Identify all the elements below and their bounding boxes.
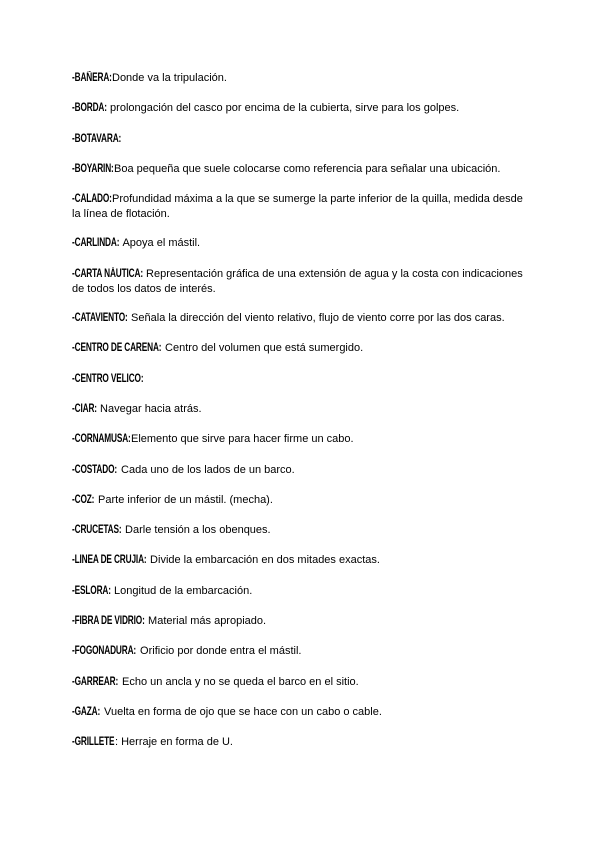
glossary-definition: Vuelta en forma de ojo que se hace con un cabo o cable. (101, 705, 382, 718)
glossary-definition: Representación gráfica de una extensión de agua y la costa con indicaciones de todos los datos de interés. (72, 267, 523, 295)
glossary-term: -BOYARIN: (72, 162, 114, 175)
glossary-entry (72, 402, 532, 417)
glossary-entry (72, 675, 532, 690)
glossary-term: -CORNAMUSA: (72, 433, 131, 446)
glossary-entry (72, 644, 532, 659)
glossary-definition: Divide la embarcación en dos mitades exactas. (147, 554, 380, 567)
glossary-term: -CATAVIENTO: (72, 312, 128, 325)
glossary-term: -CENTRO DE CARENA: (72, 342, 162, 355)
glossary-entry (72, 311, 532, 326)
glossary-entry (72, 192, 532, 222)
glossary-definition: Longitud de la embarcación. (111, 584, 253, 597)
glossary-term: -CALADO: (72, 193, 112, 206)
glossary-term: -FOGONADURA: (72, 645, 137, 658)
glossary-definition: Cada uno de los lados de un barco. (118, 463, 295, 476)
glossary-definition: Material más apropiado. (145, 615, 267, 628)
glossary-definition: Boa pequeña que suele colocarse como referencia para señalar una ubicación. (114, 162, 501, 175)
glossary-term: -CENTRO VELICO: (72, 372, 144, 385)
glossary-term: -CARLINDA: (72, 237, 120, 250)
glossary-entry (72, 463, 532, 478)
glossary-definition: Profundidad máxima a la que se sumerge la parte inferior de la quilla, medida desde la línea de flotación. (72, 193, 523, 221)
glossary-entry (72, 735, 532, 750)
glossary-term: -BORDA: (72, 102, 107, 115)
glossary-entry (72, 493, 532, 508)
glossary-entry (72, 523, 532, 538)
glossary-term: -GRILLETE (72, 736, 115, 749)
glossary-definition: Echo un ancla y no se queda el barco en el sitio. (119, 675, 359, 688)
glossary-definition: Donde va la tripulación. (112, 72, 227, 84)
glossary-term: -GARREAR: (72, 675, 119, 688)
glossary-term: -GAZA: (72, 705, 101, 718)
glossary-term: -BAÑERA: (72, 72, 112, 84)
glossary-list (72, 71, 532, 766)
glossary-entry (72, 71, 532, 86)
glossary-term: -ESLORA: (72, 584, 111, 597)
glossary-entry (72, 162, 532, 177)
glossary-term: -CRUCETAS: (72, 524, 122, 537)
glossary-term: -COSTADO: (72, 463, 118, 476)
glossary-term: -BOTAVARA: (72, 132, 122, 145)
glossary-definition: Elemento que sirve para hacer firme un cabo. (131, 433, 354, 446)
glossary-entry (72, 236, 532, 251)
glossary-definition: Centro del volumen que está sumergido. (162, 342, 364, 355)
glossary-definition: Parte inferior de un mástil. (mecha). (95, 493, 273, 506)
glossary-definition: Apoya el mástil. (120, 237, 201, 250)
glossary-definition: Navegar hacia atrás. (97, 402, 202, 415)
glossary-definition: : Herraje en forma de U. (115, 736, 233, 749)
glossary-entry (72, 553, 532, 568)
glossary-entry (72, 341, 532, 356)
glossary-term: -COZ: (72, 493, 95, 506)
glossary-term: -CIAR: (72, 402, 97, 415)
glossary-entry (72, 101, 532, 116)
glossary-entry (72, 705, 532, 720)
glossary-term: -LINEA DE CRUJIA: (72, 554, 147, 567)
glossary-definition: Orificio por donde entra el mástil. (137, 645, 302, 658)
glossary-entry (72, 132, 532, 147)
glossary-term: -CARTA NÁUTICA: (72, 267, 143, 280)
glossary-term: -FIBRA DE VIDRIO: (72, 615, 145, 628)
glossary-entry (72, 614, 532, 629)
glossary-definition: prolongación del casco por encima de la cubierta, sirve para los golpes. (107, 102, 460, 115)
glossary-entry (72, 372, 532, 387)
glossary-entry (72, 267, 532, 297)
glossary-entry (72, 432, 532, 447)
glossary-entry (72, 584, 532, 599)
glossary-definition: Darle tensión a los obenques. (122, 524, 271, 537)
glossary-definition: Señala la dirección del viento relativo, flujo de viento corre por las dos caras. (128, 312, 505, 325)
